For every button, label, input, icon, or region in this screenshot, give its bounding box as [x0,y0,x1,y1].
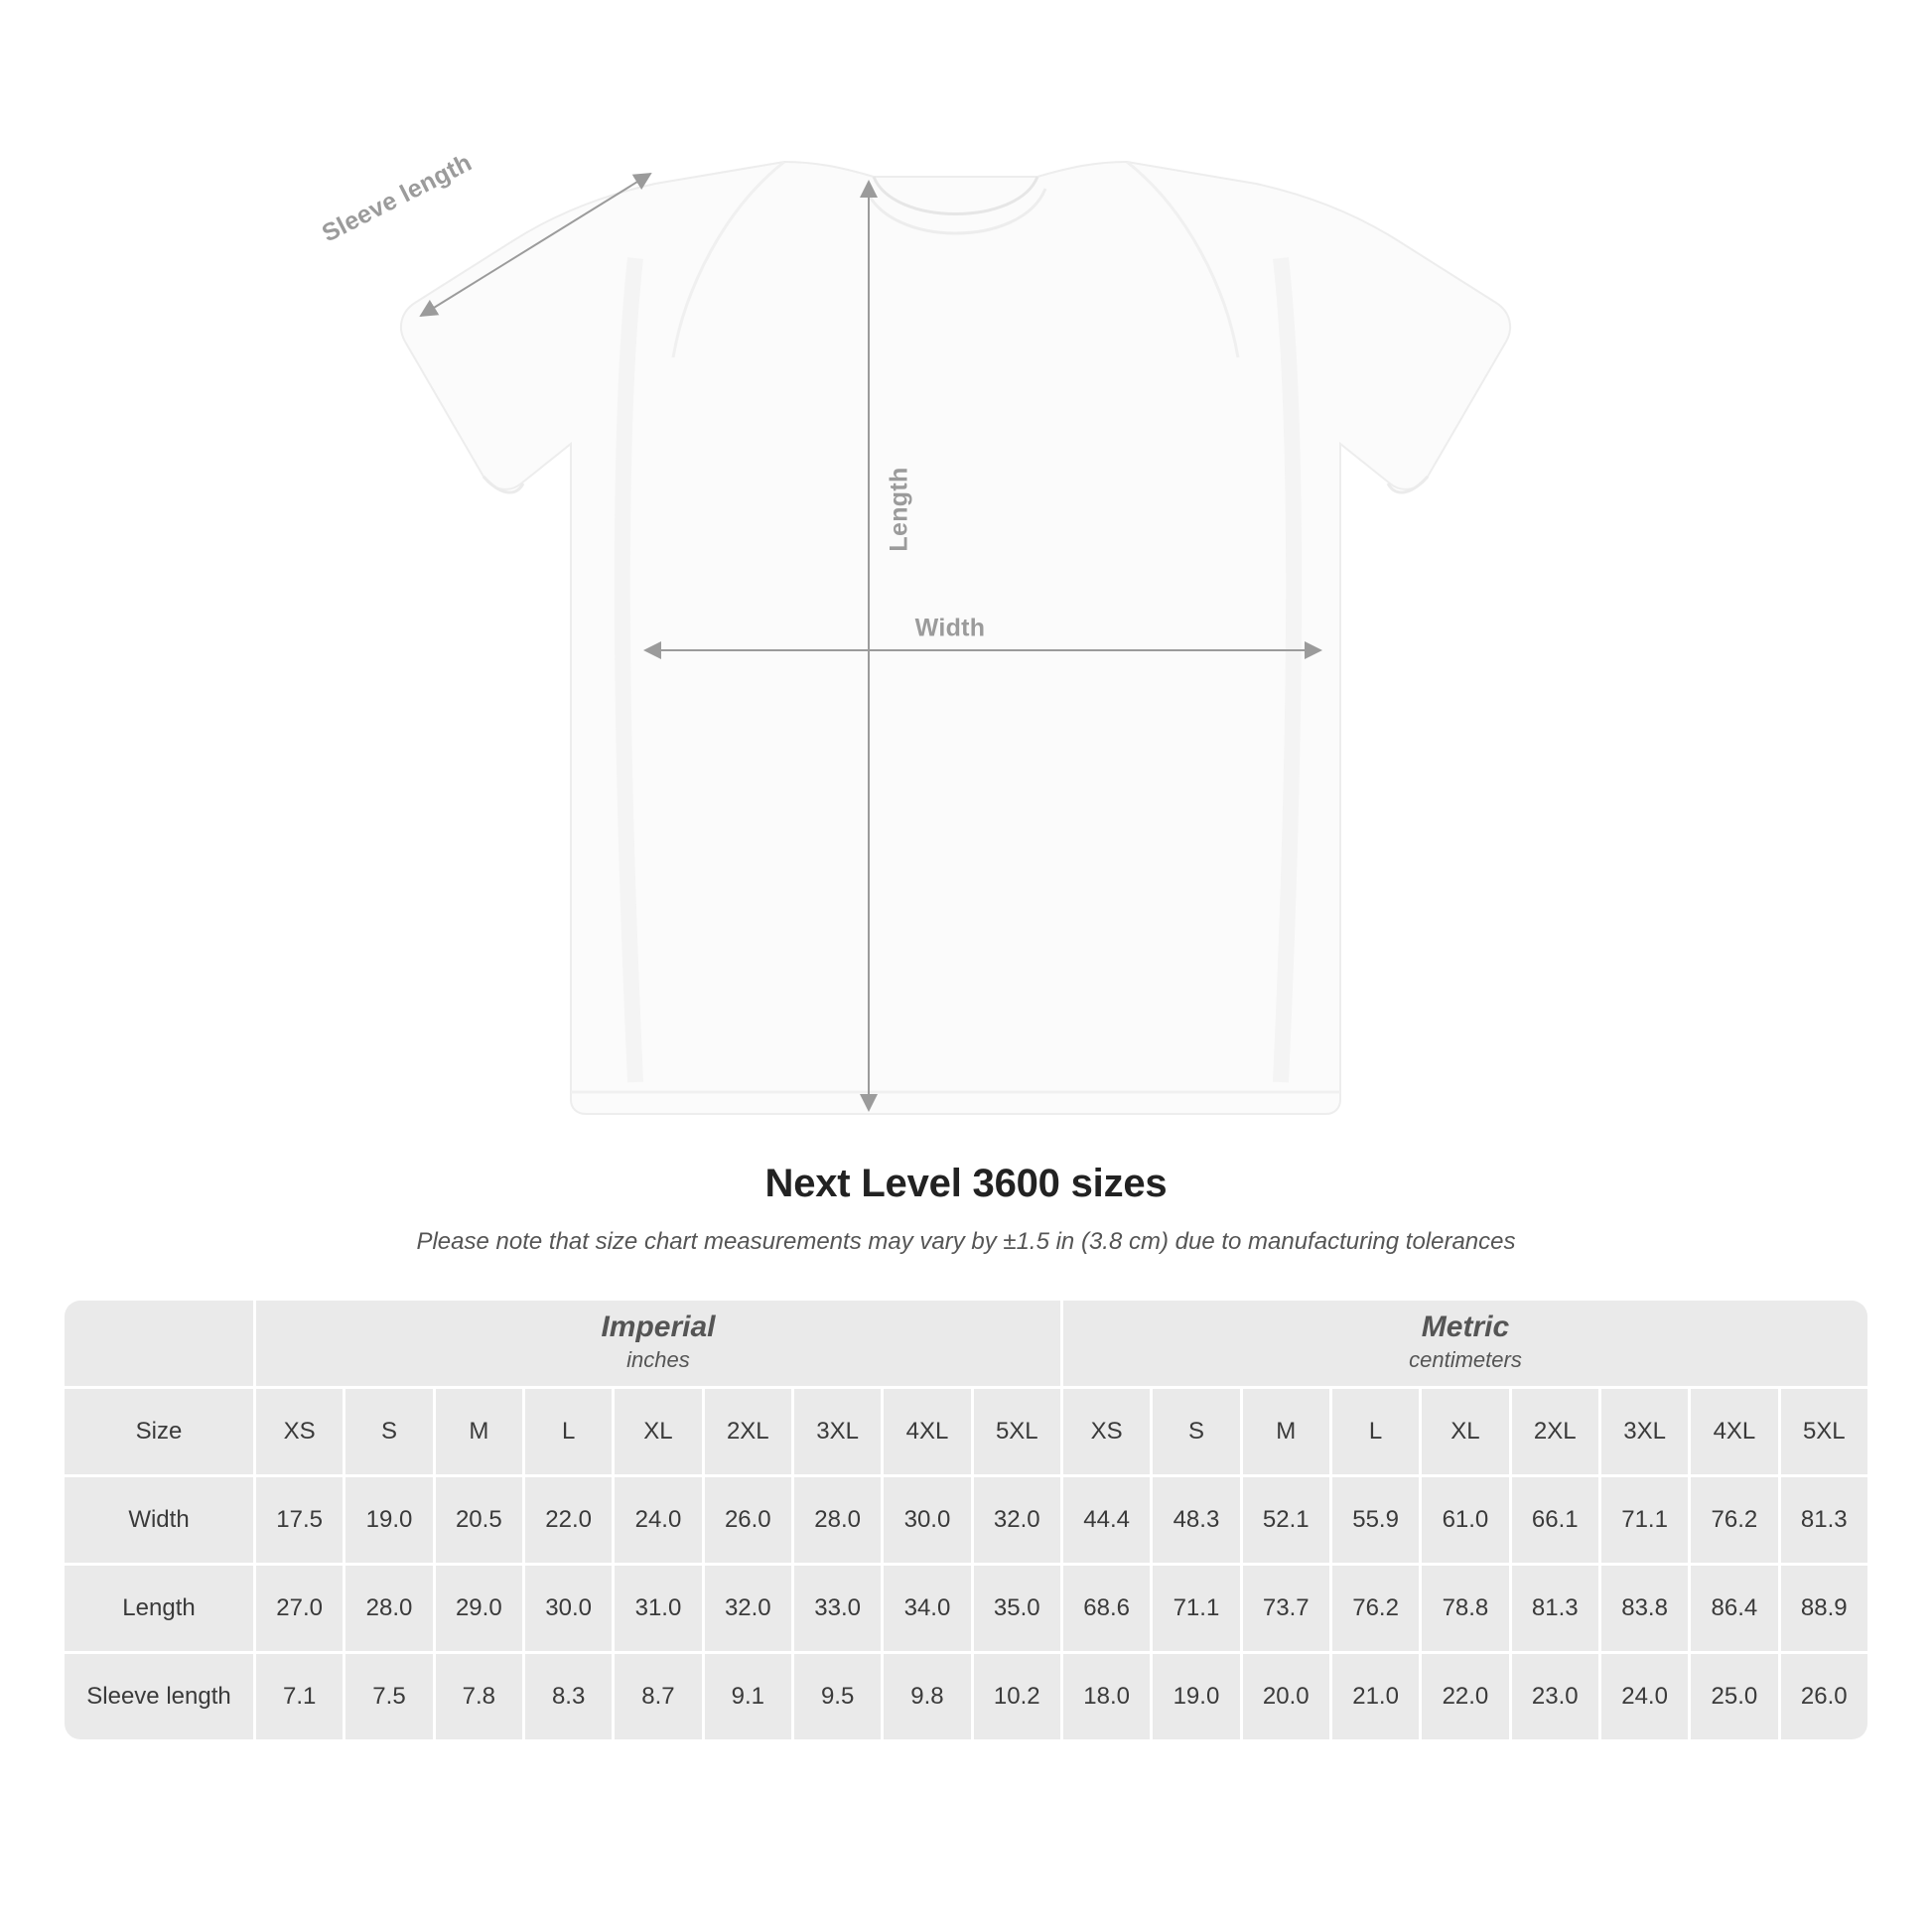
width-met-2xl: 66.1 [1512,1477,1598,1563]
sleeve-imp-xs: 7.1 [256,1654,343,1739]
sleeve-met-4xl: 25.0 [1691,1654,1777,1739]
col-head-imp-m: M [436,1389,522,1474]
sleeve-imp-4xl: 9.8 [884,1654,970,1739]
width-met-s: 48.3 [1153,1477,1239,1563]
title-block [0,1162,1932,1256]
col-head-met-xl: XL [1422,1389,1508,1474]
sleeve-imp-l: 8.3 [525,1654,612,1739]
length-met-s: 71.1 [1153,1566,1239,1651]
col-head-imp-l: L [525,1389,612,1474]
page-title: Next Level 3600 sizes [764,1162,1168,1205]
width-met-xl: 61.0 [1422,1477,1508,1563]
length-imp-m: 29.0 [436,1566,522,1651]
width-met-l: 55.9 [1332,1477,1419,1563]
unit-header-imperial [256,1301,1060,1386]
tolerance-note: Please note that size chart measurements may vary by ±1.5 in (3.8 cm) due to manufacturing tolerances [416,1228,1516,1255]
sleeve-imp-s: 7.5 [345,1654,432,1739]
width-met-3xl: 71.1 [1601,1477,1688,1563]
length-label: Length [885,467,913,552]
sleeve-imp-2xl: 9.1 [705,1654,791,1739]
sleeve-imp-3xl: 9.5 [794,1654,881,1739]
col-head-imp-3xl: 3XL [794,1389,881,1474]
width-imp-3xl: 28.0 [794,1477,881,1563]
col-head-imp-4xl: 4XL [884,1389,970,1474]
length-imp-4xl: 34.0 [884,1566,970,1651]
width-imp-l: 22.0 [525,1477,612,1563]
length-met-m: 73.7 [1243,1566,1329,1651]
col-head-met-3xl: 3XL [1601,1389,1688,1474]
length-imp-l: 30.0 [525,1566,612,1651]
sleeve-met-3xl: 24.0 [1601,1654,1688,1739]
length-imp-xs: 27.0 [256,1566,343,1651]
width-imp-m: 20.5 [436,1477,522,1563]
width-met-5xl: 81.3 [1781,1477,1867,1563]
col-head-imp-xl: XL [615,1389,701,1474]
length-met-4xl: 86.4 [1691,1566,1777,1651]
col-head-met-m: M [1243,1389,1329,1474]
width-imp-s: 19.0 [345,1477,432,1563]
col-head-met-5xl: 5XL [1781,1389,1867,1474]
length-imp-xl: 31.0 [615,1566,701,1651]
width-met-xs: 44.4 [1063,1477,1150,1563]
width-met-m: 52.1 [1243,1477,1329,1563]
col-head-met-s: S [1153,1389,1239,1474]
unit-header-blank [65,1301,253,1386]
length-met-5xl: 88.9 [1781,1566,1867,1651]
width-imp-2xl: 26.0 [705,1477,791,1563]
length-met-xl: 78.8 [1422,1566,1508,1651]
length-met-l: 76.2 [1332,1566,1419,1651]
sleeve-imp-m: 7.8 [436,1654,522,1739]
unit-metric-sub: centimeters [1409,1346,1522,1372]
col-head-imp-xs: XS [256,1389,343,1474]
table-row-length [65,1566,1867,1651]
size-header-cell: Size [65,1389,253,1474]
width-met-4xl: 76.2 [1691,1477,1777,1563]
row-label-width: Width [65,1477,253,1563]
width-label: Width [914,614,986,642]
unit-imperial-sub: inches [626,1346,690,1372]
col-head-met-xs: XS [1063,1389,1150,1474]
size-header-row [65,1389,1867,1474]
length-imp-2xl: 32.0 [705,1566,791,1651]
width-imp-xl: 24.0 [615,1477,701,1563]
size-table [62,1298,1870,1742]
col-head-imp-s: S [345,1389,432,1474]
sleeve-imp-xl: 8.7 [615,1654,701,1739]
sleeve-met-xl: 22.0 [1422,1654,1508,1739]
sleeve-met-xs: 18.0 [1063,1654,1150,1739]
sleeve-met-2xl: 23.0 [1512,1654,1598,1739]
unit-imperial-name: Imperial [601,1311,716,1344]
length-met-2xl: 81.3 [1512,1566,1598,1651]
unit-metric-name: Metric [1421,1311,1510,1344]
col-head-met-4xl: 4XL [1691,1389,1777,1474]
unit-header-row [65,1301,1867,1386]
col-head-imp-5xl: 5XL [974,1389,1060,1474]
sleeve-imp-5xl: 10.2 [974,1654,1060,1739]
length-imp-3xl: 33.0 [794,1566,881,1651]
col-head-imp-2xl: 2XL [705,1389,791,1474]
row-label-length: Length [65,1566,253,1651]
table-row-width [65,1477,1867,1563]
col-head-met-l: L [1332,1389,1419,1474]
size-table-wrap [62,1298,1870,1742]
sleeve-met-s: 19.0 [1153,1654,1239,1739]
sleeve-met-m: 20.0 [1243,1654,1329,1739]
table-row-sleeve-length [65,1654,1867,1739]
unit-header-metric [1063,1301,1867,1386]
width-imp-5xl: 32.0 [974,1477,1060,1563]
width-imp-xs: 17.5 [256,1477,343,1563]
sleeve-met-5xl: 26.0 [1781,1654,1867,1739]
row-label-sleeve-length: Sleeve length [65,1654,253,1739]
length-met-3xl: 83.8 [1601,1566,1688,1651]
length-imp-s: 28.0 [345,1566,432,1651]
width-imp-4xl: 30.0 [884,1477,970,1563]
sleeve-met-l: 21.0 [1332,1654,1419,1739]
length-met-xs: 68.6 [1063,1566,1150,1651]
sleeve-length-label: Sleeve length [317,148,477,248]
length-imp-5xl: 35.0 [974,1566,1060,1651]
col-head-met-2xl: 2XL [1512,1389,1598,1474]
